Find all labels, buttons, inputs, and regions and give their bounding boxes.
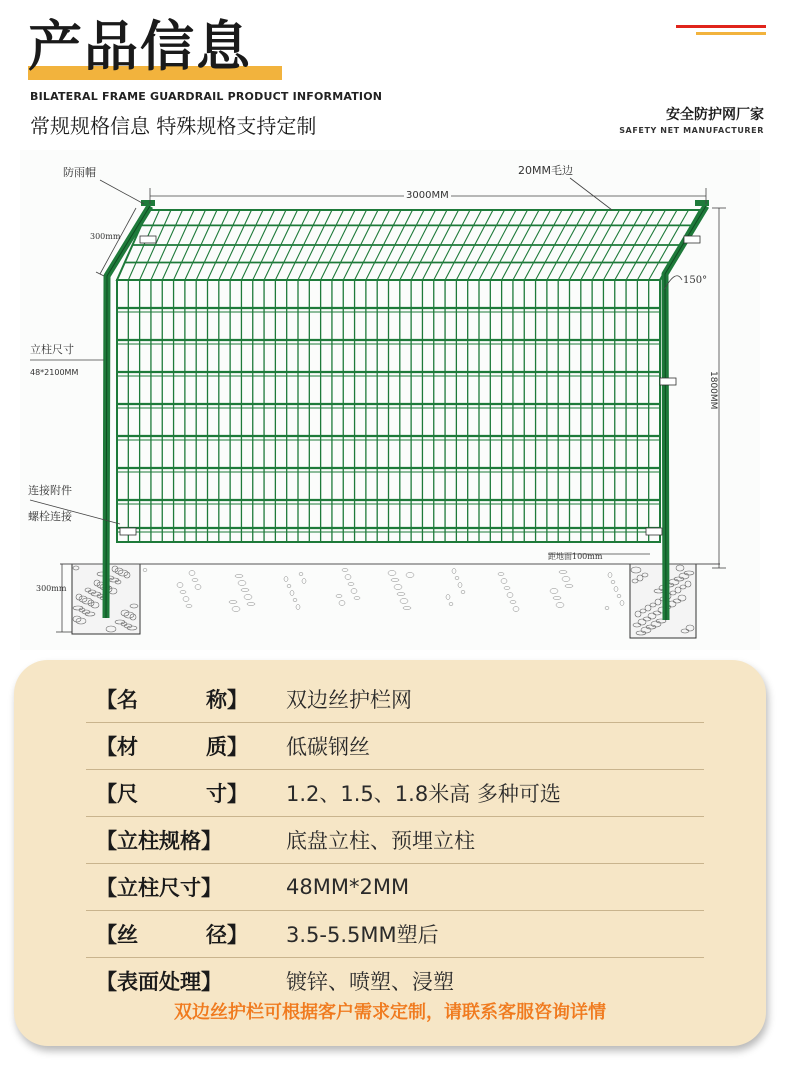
spec-value: 48MM*2MM (286, 875, 410, 899)
label-fitting: 连接附件 (28, 484, 72, 497)
spec-value: 低碳钢丝 (286, 735, 370, 759)
decor-line-yellow (696, 32, 766, 35)
spec-key: 【名 称】 (96, 688, 248, 712)
post-clamp (140, 236, 156, 243)
spec-row-post-size (86, 864, 704, 911)
spec-key: 【立柱规格】 (96, 829, 222, 853)
spec-table (86, 676, 704, 1004)
spec-value: 底盘立柱、预埋立柱 (286, 829, 475, 853)
subtitle-english: BILATERAL FRAME GUARDRAIL PRODUCT INFORMATION (30, 90, 383, 103)
spec-key: 【立柱尺寸】 (96, 876, 222, 900)
label-mesh-edge: 20MM毛边 (518, 164, 573, 177)
spec-row-material (86, 723, 704, 770)
subtitle-chinese: 常规规格信息 特殊规格支持定制 (30, 114, 317, 138)
brand-name: 安全防护网厂家 (666, 107, 764, 123)
brand-name-english: SAFETY NET MANUFACTURER (619, 126, 764, 135)
spec-key: 【表面处理】 (96, 970, 222, 994)
spec-key: 【尺 寸】 (96, 782, 248, 806)
customization-note: 双边丝护栏可根据客户需求定制，请联系客服咨询详情 (174, 1002, 606, 1023)
spec-value: 镀锌、喷塑、浸塑 (286, 970, 454, 994)
spec-value: 3.5-5.5MM塑后 (286, 923, 439, 947)
post-clamp (120, 528, 136, 535)
page-title: 产品信息 (28, 15, 252, 78)
spec-row-post-type (86, 817, 704, 864)
post-clamp (684, 236, 700, 243)
label-width: 3000MM (406, 190, 449, 201)
decor-line-red (676, 25, 766, 28)
label-top-bend: 300mm (90, 232, 121, 241)
spec-key: 【丝 径】 (96, 923, 248, 947)
label-angle: 150° (683, 275, 708, 286)
rain-cap (695, 200, 709, 206)
label-post-size-value: 48*2100MM (30, 368, 79, 377)
spec-row-wire-diameter (86, 911, 704, 958)
spec-value: 1.2、1.5、1.8米高 多种可选 (286, 782, 561, 806)
spec-key: 【材 质】 (96, 735, 248, 759)
spec-row-size (86, 770, 704, 817)
label-height: 1800MM (708, 371, 718, 410)
label-rain-cap: 防雨帽 (63, 166, 96, 179)
spec-row-name (86, 676, 704, 723)
post-clamp (660, 378, 676, 385)
label-bolt: 螺栓连接 (28, 510, 72, 523)
post-clamp (646, 528, 662, 535)
label-embed-depth: 300mm (36, 584, 67, 593)
fence-technical-drawing (0, 150, 790, 650)
rain-cap (141, 200, 155, 206)
label-ground-clearance: 距地面100mm (548, 552, 603, 561)
spec-value: 双边丝护栏网 (286, 688, 412, 712)
fence-diagram (0, 150, 790, 650)
label-post-size-title: 立柱尺寸 (30, 343, 74, 356)
spec-card (14, 660, 766, 1046)
